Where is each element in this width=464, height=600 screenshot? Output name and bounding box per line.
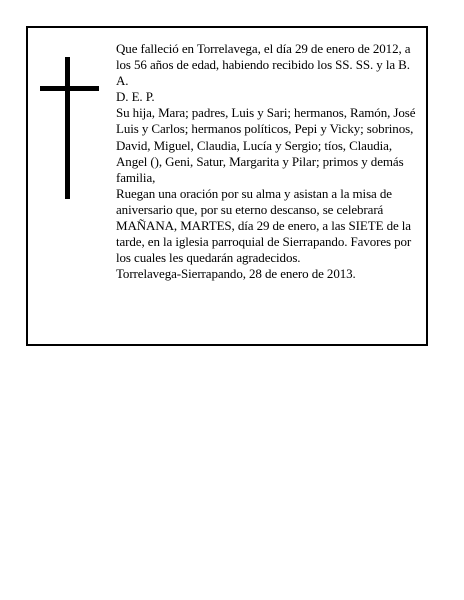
notice-text — [116, 41, 422, 282]
mass-invitation: Ruegan una oración por su alma y asistan a la misa de aniversario que, por su eterno descanso, se celebrará MAÑANA, MARTES, día 29 de enero, a las SIETE de la tarde, en la iglesia parroquial de Sierrapando. Favores por los cuales les quedarán agradecidos. — [116, 185, 412, 266]
obituary-notice — [26, 26, 428, 346]
rip-line: D. E. P. — [116, 89, 155, 105]
family-list: Su hija, Mara; padres, Luis y Sari; hermanos, Ramón, José Luis y Carlos; hermanos políticos, Pepi y Vicky; sobrinos, David, Miguel, Claudia, Lucía y Sergio; tíos, Claudia, Angel (), Geni, Satur, Margarita y Pilar; primos y demás familia, — [116, 105, 416, 185]
place-date: Torrelavega-Sierrapando, 28 de enero de 2013. — [116, 266, 356, 282]
cross-horizontal-bar — [40, 86, 99, 91]
cross-vertical-bar — [65, 57, 70, 199]
death-announcement: Que falleció en Torrelavega, el día 29 de enero de 2012, a los 56 años de edad, habiendo recibido los SS. SS. y la B. A. — [116, 41, 411, 89]
cross-icon — [40, 57, 99, 199]
